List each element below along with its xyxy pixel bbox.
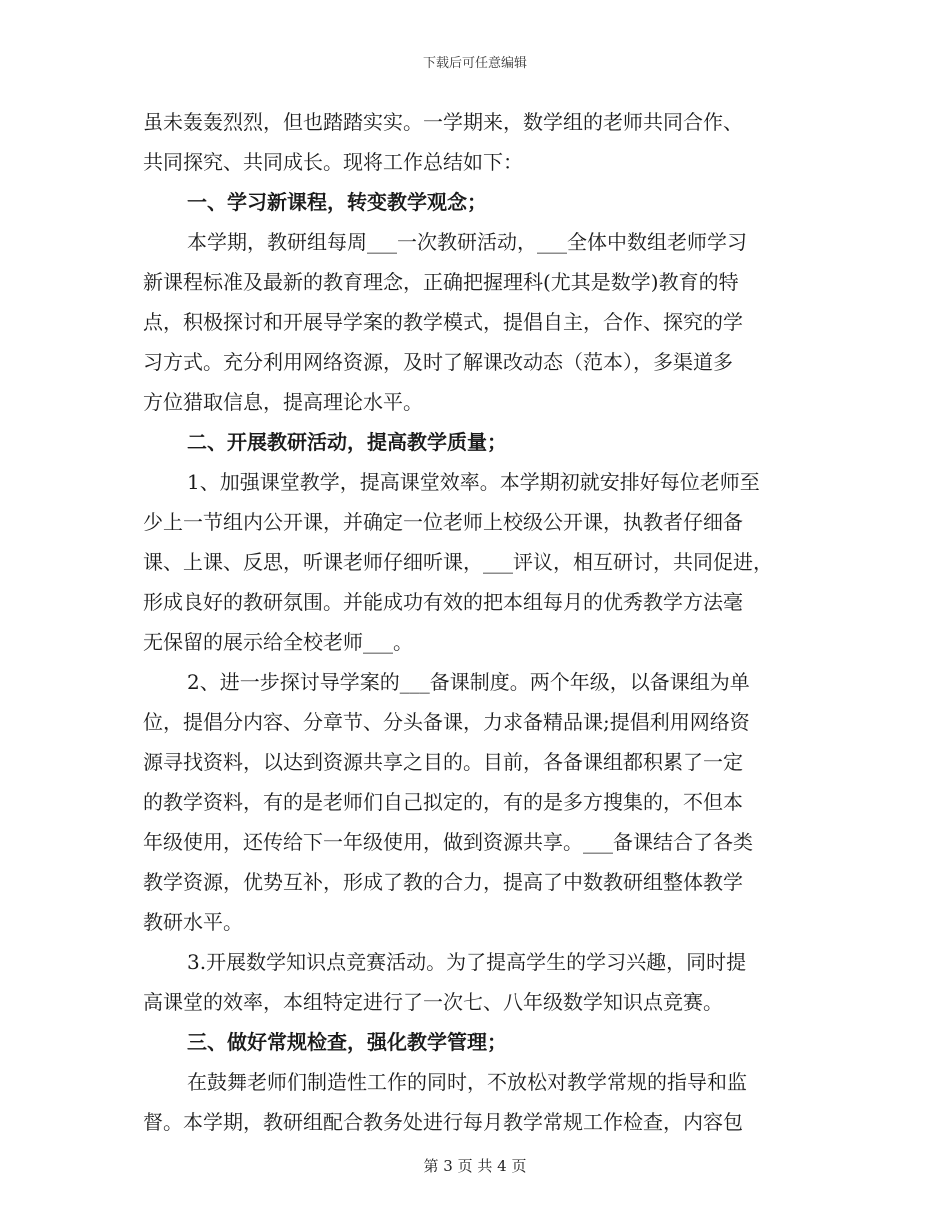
body-line: 共同探究、共同成长。现将工作总结如下：	[143, 150, 523, 174]
body-line: 点，积极探讨和开展导学案的教学模式，提倡自主，合作、探究的学	[143, 310, 743, 334]
body-line: 的教学资料，有的是老师们自己拟定的，有的是多方搜集的，不但本	[143, 790, 743, 814]
body-line: 督。本学期，教研组配合教务处进行每月教学常规工作检查，内容包	[143, 1110, 743, 1134]
document-body	[143, 102, 803, 1142]
body-line: 无保留的展示给全校老师___。	[143, 630, 413, 654]
body-line: 在鼓舞老师们制造性工作的同时，不放松对教学常规的指导和监	[187, 1070, 747, 1094]
body-line: 本学期，教研组每周___一次教研活动，___全体中数组老师学习	[187, 230, 747, 254]
body-line: 教学资源，优势互补，形成了教的合力，提高了中数教研组整体教学	[143, 870, 743, 894]
body-line: 少上一节组内公开课，并确定一位老师上校级公开课，执教者仔细备	[143, 510, 743, 534]
body-line: 习方式。充分利用网络资源，及时了解课改动态（范本），多渠道多	[143, 350, 733, 374]
body-line: 源寻找资料，以达到资源共享之目的。目前，各备课组都积累了一定	[143, 750, 743, 774]
body-line: 课、上课、反思，听课老师仔细听课，___评议，相互研讨，共同促进，	[143, 550, 773, 574]
body-line: 年级使用，还传给下一年级使用，做到资源共享。___备课结合了各类	[143, 830, 753, 854]
body-line: 方位猎取信息，提高理论水平。	[143, 390, 423, 414]
section-heading-2: 二、开展教研活动，提高教学质量；	[187, 430, 507, 454]
body-line: 教研水平。	[143, 910, 243, 934]
body-line: 2、进一步探讨导学案的___备课制度。两个年级，以备课组为单	[187, 670, 750, 694]
body-line: 3.开展数学知识点竞赛活动。为了提高学生的学习兴趣，同时提	[187, 950, 747, 974]
header-note: 下载后可任意编辑	[422, 56, 527, 71]
body-line: 1、加强课堂教学，提高课堂效率。本学期初就安排好每位老师至	[187, 470, 760, 494]
section-heading-3: 三、做好常规检查，强化教学管理；	[187, 1030, 507, 1054]
body-line: 虽未轰轰烈烈，但也踏踏实实。一学期来，数学组的老师共同合作、	[143, 110, 743, 134]
body-line: 位，提倡分内容、分章节、分头备课，力求备精品课;提倡利用网络资	[143, 710, 750, 734]
body-line: 新课程标准及最新的教育理念，正确把握理科(尤其是数学)教育的特	[143, 270, 739, 294]
page-number: 第 3 页 共 4 页	[423, 1157, 527, 1175]
body-line: 高课堂的效率，本组特定进行了一次七、八年级数学知识点竞赛。	[143, 990, 723, 1014]
section-heading-1: 一、学习新课程，转变教学观念；	[187, 190, 487, 214]
body-line: 形成良好的教研氛围。并能成功有效的把本组每月的优秀教学方法毫	[143, 590, 743, 614]
